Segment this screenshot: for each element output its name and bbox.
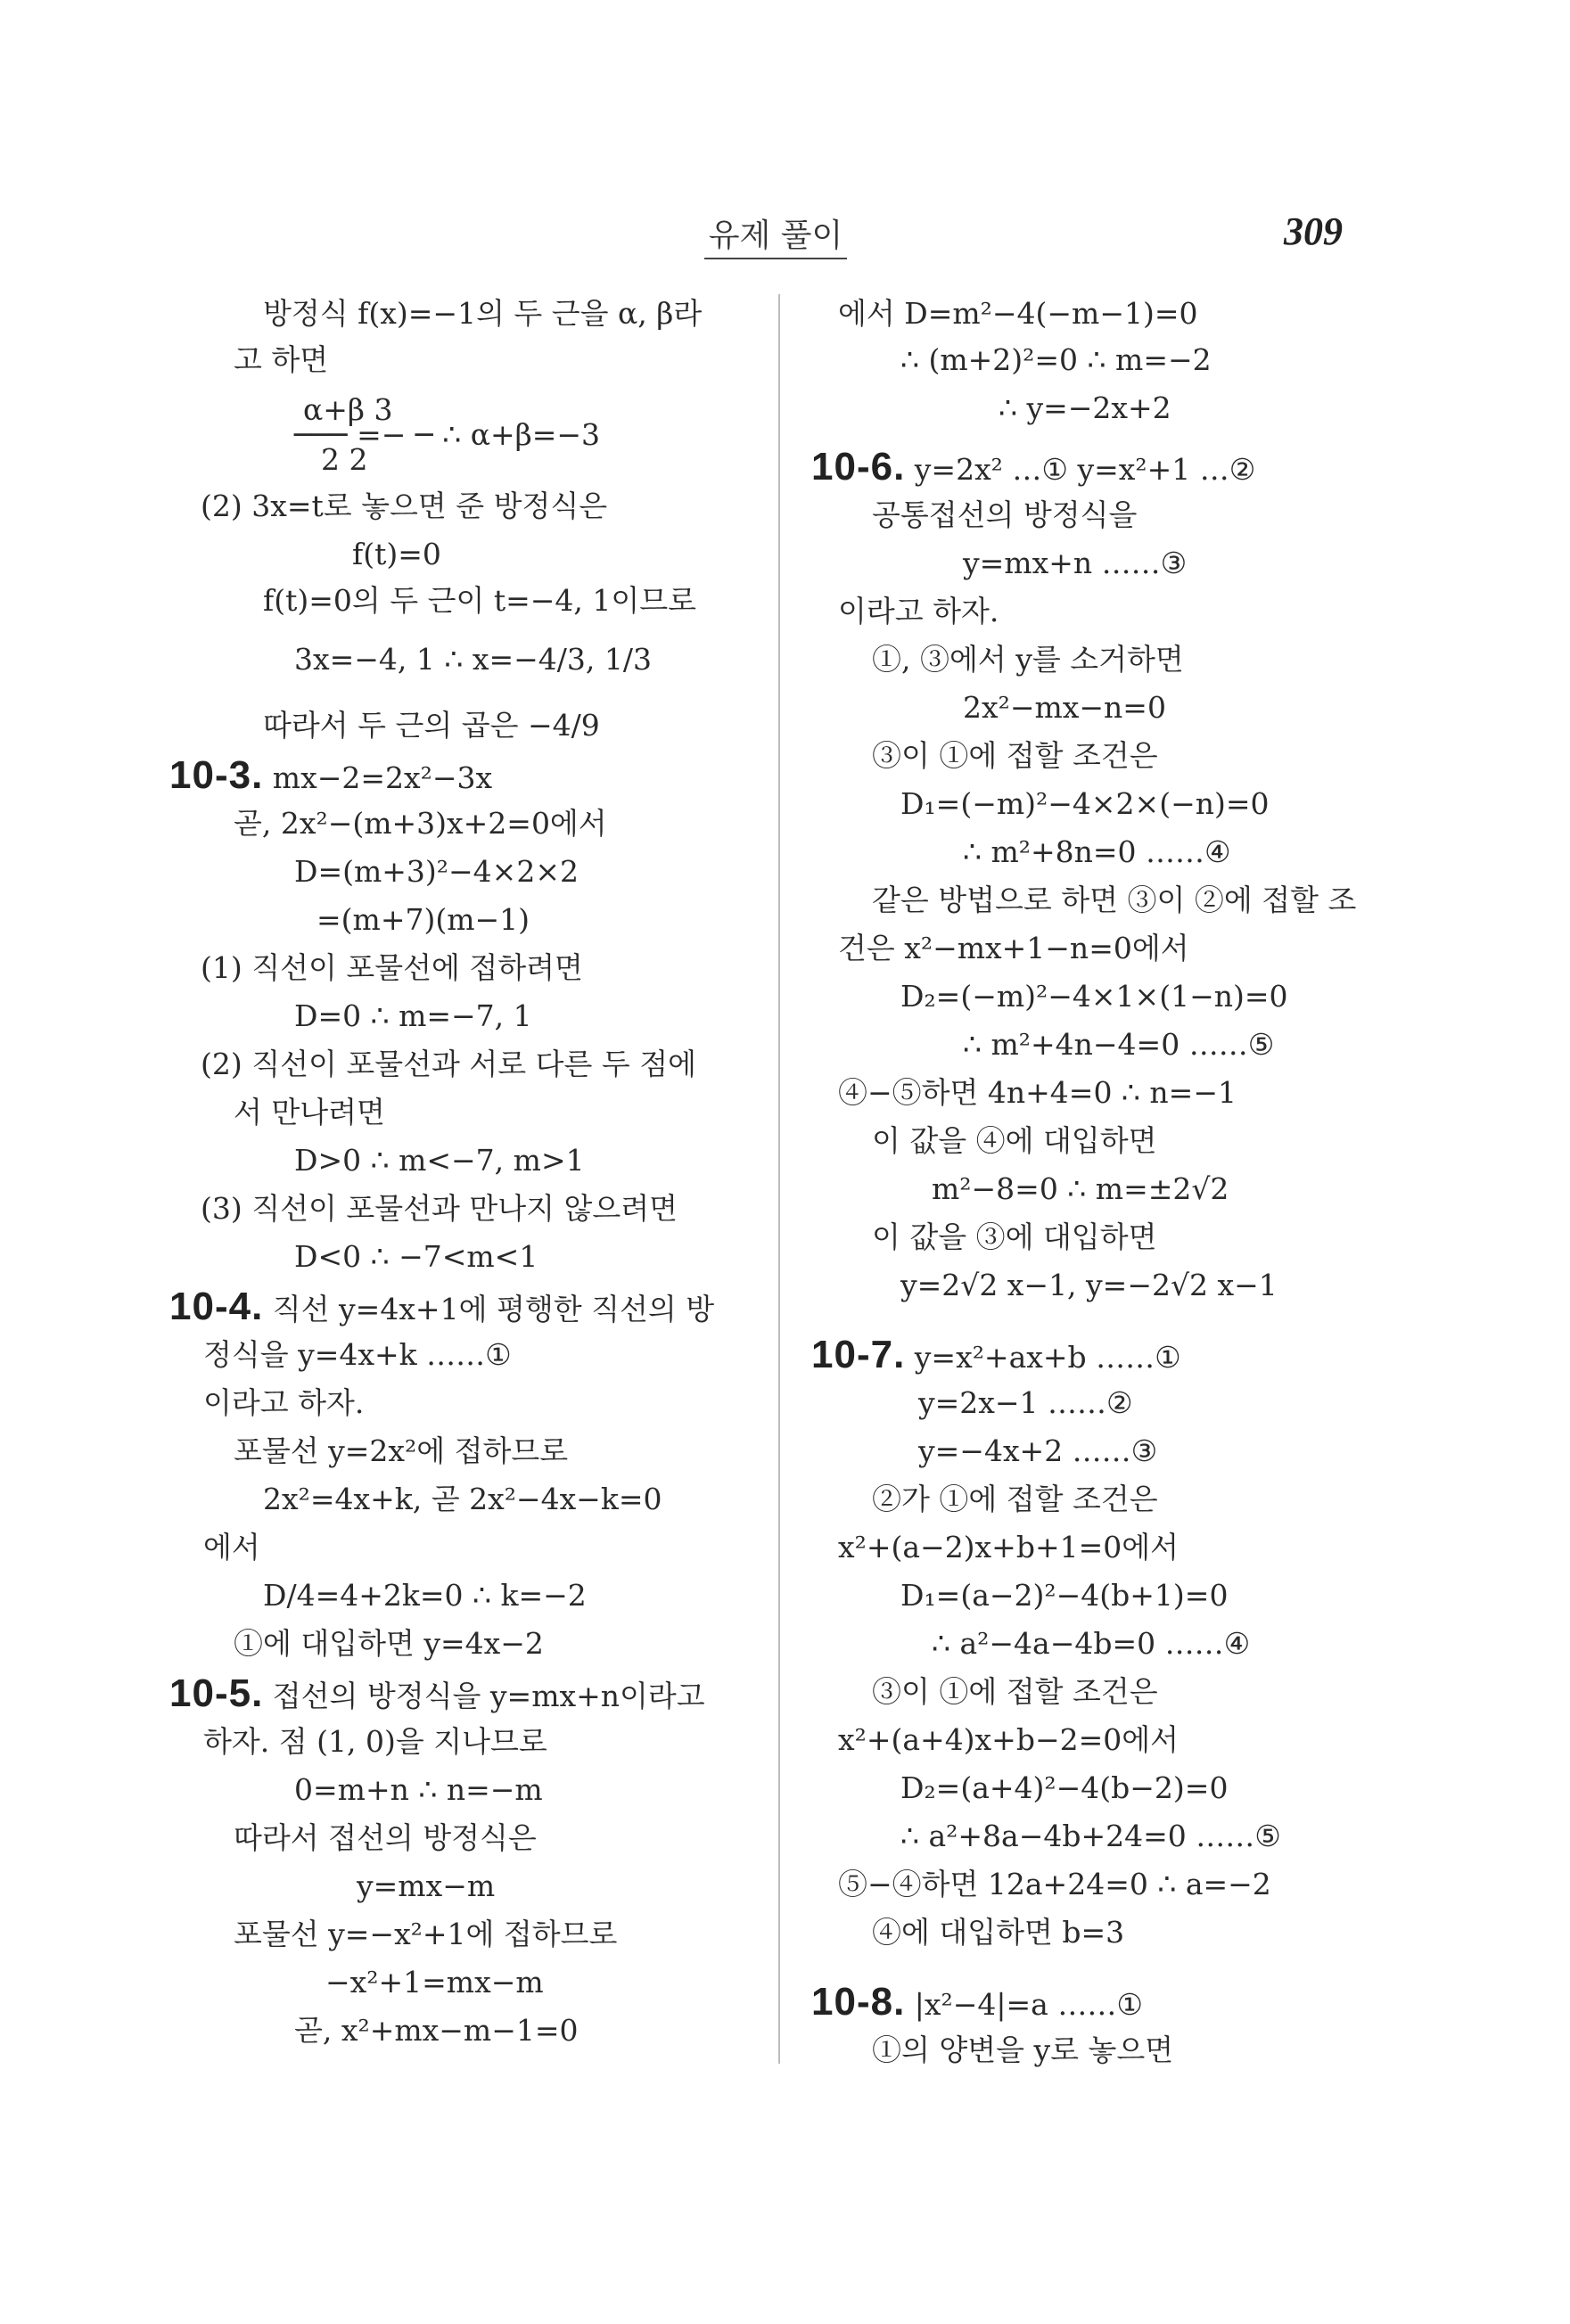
text-line: ∴ m²+8n=0 ……④ <box>963 834 1231 869</box>
text-line: f(t)=0의 두 근이 t=−4, 1이므로 <box>263 583 697 618</box>
text-line: ③이 ①에 접할 조건은 <box>872 738 1158 773</box>
problem-number: 10-3. <box>169 753 264 797</box>
text-line: ∴ y=−2x+2 <box>999 390 1171 425</box>
text-line: 같은 방법으로 하면 ③이 ②에 접할 조 <box>872 883 1357 917</box>
text-line: D₁=(−m)²−4×2×(−n)=0 <box>900 786 1270 821</box>
text-line: y=2x−1 ……② <box>918 1385 1133 1420</box>
text-line: 10-8. |x²−4|=a ……① <box>811 1980 1143 2024</box>
text-line: 3x=−4, 1 ∴ x=−4/3, 1/3 <box>294 642 652 677</box>
text-line: 하자. 점 (1, 0)을 지나므로 <box>203 1724 547 1759</box>
text-line: 10-5. 접선의 방정식을 y=mx+n이라고 <box>169 1671 705 1715</box>
text-line: ─── =− ─ ∴ α+β=−3 <box>294 417 601 452</box>
text-line: (2) 3x=t로 놓으면 준 방정식은 <box>201 489 608 523</box>
text-line: 포물선 y=2x²에 접하므로 <box>234 1433 569 1468</box>
text-line: 10-6. y=2x² …① y=x²+1 …② <box>811 445 1256 489</box>
text-line: 곧, 2x²−(m+3)x+2=0에서 <box>234 806 607 841</box>
text-line: ∴ (m+2)²=0 ∴ m=−2 <box>900 342 1212 377</box>
text-line: ∴ a²−4a−4b=0 ……④ <box>932 1626 1251 1661</box>
text-line: ∴ m²+4n−4=0 ……⑤ <box>963 1027 1275 1062</box>
text-line: ∴ a²+8a−4b+24=0 ……⑤ <box>900 1819 1281 1853</box>
text-line: D=0 ∴ m=−7, 1 <box>294 998 532 1033</box>
text-line: ④에 대입하면 b=3 <box>872 1915 1125 1950</box>
text-line: 10-3. mx−2=2x²−3x <box>169 753 493 797</box>
text-line: D>0 ∴ m<−7, m>1 <box>294 1143 585 1178</box>
text-line: y=mx+n ……③ <box>963 546 1188 580</box>
text-line: =(m+7)(m−1) <box>316 902 530 937</box>
text-line: 건은 x²−mx+1−n=0에서 <box>838 931 1189 965</box>
text-line: f(t)=0 <box>352 537 441 571</box>
text-line: ①의 양변을 y로 놓으면 <box>872 2032 1174 2067</box>
text-line: −x²+1=mx−m <box>325 1965 544 2000</box>
text-line: D<0 ∴ −7<m<1 <box>294 1239 538 1274</box>
text-line: ③이 ①에 접할 조건은 <box>872 1674 1158 1709</box>
text-line: 0=m+n ∴ n=−m <box>294 1772 543 1807</box>
text-line: ①에 대입하면 y=4x−2 <box>234 1626 544 1661</box>
section-title: 유제 풀이 <box>704 210 847 259</box>
text-line: 이 값을 ③에 대입하면 <box>872 1219 1157 1254</box>
text-line: ④−⑤하면 4n+4=0 ∴ n=−1 <box>838 1075 1237 1110</box>
problem-number: 10-5. <box>169 1671 264 1715</box>
text-line: 10-7. y=x²+ax+b ……① <box>811 1333 1181 1376</box>
text-line: 서 만나려면 <box>234 1095 385 1129</box>
text-line: D₂=(−m)²−4×1×(1−n)=0 <box>900 979 1288 1014</box>
text-line: 고 하면 <box>234 342 329 377</box>
text-line: 이라고 하자. <box>838 594 999 628</box>
text-line: (2) 직선이 포물선과 서로 다른 두 점에 <box>201 1047 696 1081</box>
text-line: 2 2 <box>321 442 368 477</box>
text-line: ⑤−④하면 12a+24=0 ∴ a=−2 <box>838 1867 1271 1901</box>
text-line: y=−4x+2 ……③ <box>918 1433 1158 1468</box>
text-line: D/4=4+2k=0 ∴ k=−2 <box>263 1578 587 1613</box>
text-line: 포물선 y=−x²+1에 접하므로 <box>234 1917 618 1951</box>
page-number: 309 <box>1284 209 1343 253</box>
text-line: 2x²−mx−n=0 <box>963 690 1166 725</box>
text-line: 10-4. 직선 y=4x+1에 평행한 직선의 방 <box>169 1285 715 1328</box>
text-line: D=(m+3)²−4×2×2 <box>294 854 579 889</box>
text-line: 공통접선의 방정식을 <box>872 497 1138 532</box>
text-line: y=mx−m <box>357 1868 496 1903</box>
text-line: 따라서 두 근의 곱은 −4/9 <box>263 708 600 743</box>
problem-number: 10-6. <box>811 445 906 489</box>
text-line: 에서 <box>203 1530 260 1564</box>
text-line: ②가 ①에 접할 조건은 <box>872 1482 1158 1516</box>
text-line: 2x²=4x+k, 곧 2x²−4x−k=0 <box>263 1482 662 1516</box>
problem-number: 10-8. <box>811 1980 906 2024</box>
text-line: (3) 직선이 포물선과 만나지 않으려면 <box>201 1191 678 1226</box>
text-line: 에서 D=m²−4(−m−1)=0 <box>838 296 1198 331</box>
text-line: 정식을 y=4x+k ……① <box>203 1337 512 1372</box>
text-line: ①, ③에서 y를 소거하면 <box>872 642 1184 677</box>
text-line: x²+(a+4)x+b−2=0에서 <box>838 1722 1179 1757</box>
text-line: m²−8=0 ∴ m=±2√2 <box>932 1171 1229 1206</box>
text-line: 곧, x²+mx−m−1=0 <box>294 2013 579 2048</box>
text-line: y=2√2 x−1, y=−2√2 x−1 <box>900 1268 1278 1302</box>
text-line: 따라서 접선의 방정식은 <box>234 1820 537 1855</box>
text-line: 방정식 f(x)=−1의 두 근을 α, β라 <box>263 296 703 331</box>
problem-number: 10-7. <box>811 1333 906 1376</box>
text-line: (1) 직선이 포물선에 접하려면 <box>201 950 583 985</box>
text-line: 이라고 하자. <box>203 1385 365 1420</box>
problem-number: 10-4. <box>169 1285 264 1328</box>
column-divider <box>778 294 780 2064</box>
text-line: D₂=(a+4)²−4(b−2)=0 <box>900 1770 1229 1805</box>
text-line: 이 값을 ④에 대입하면 <box>872 1123 1157 1158</box>
text-line: D₁=(a−2)²−4(b+1)=0 <box>900 1578 1229 1613</box>
text-line: x²+(a−2)x+b+1=0에서 <box>838 1530 1179 1564</box>
text-line: α+β 3 <box>303 392 393 427</box>
